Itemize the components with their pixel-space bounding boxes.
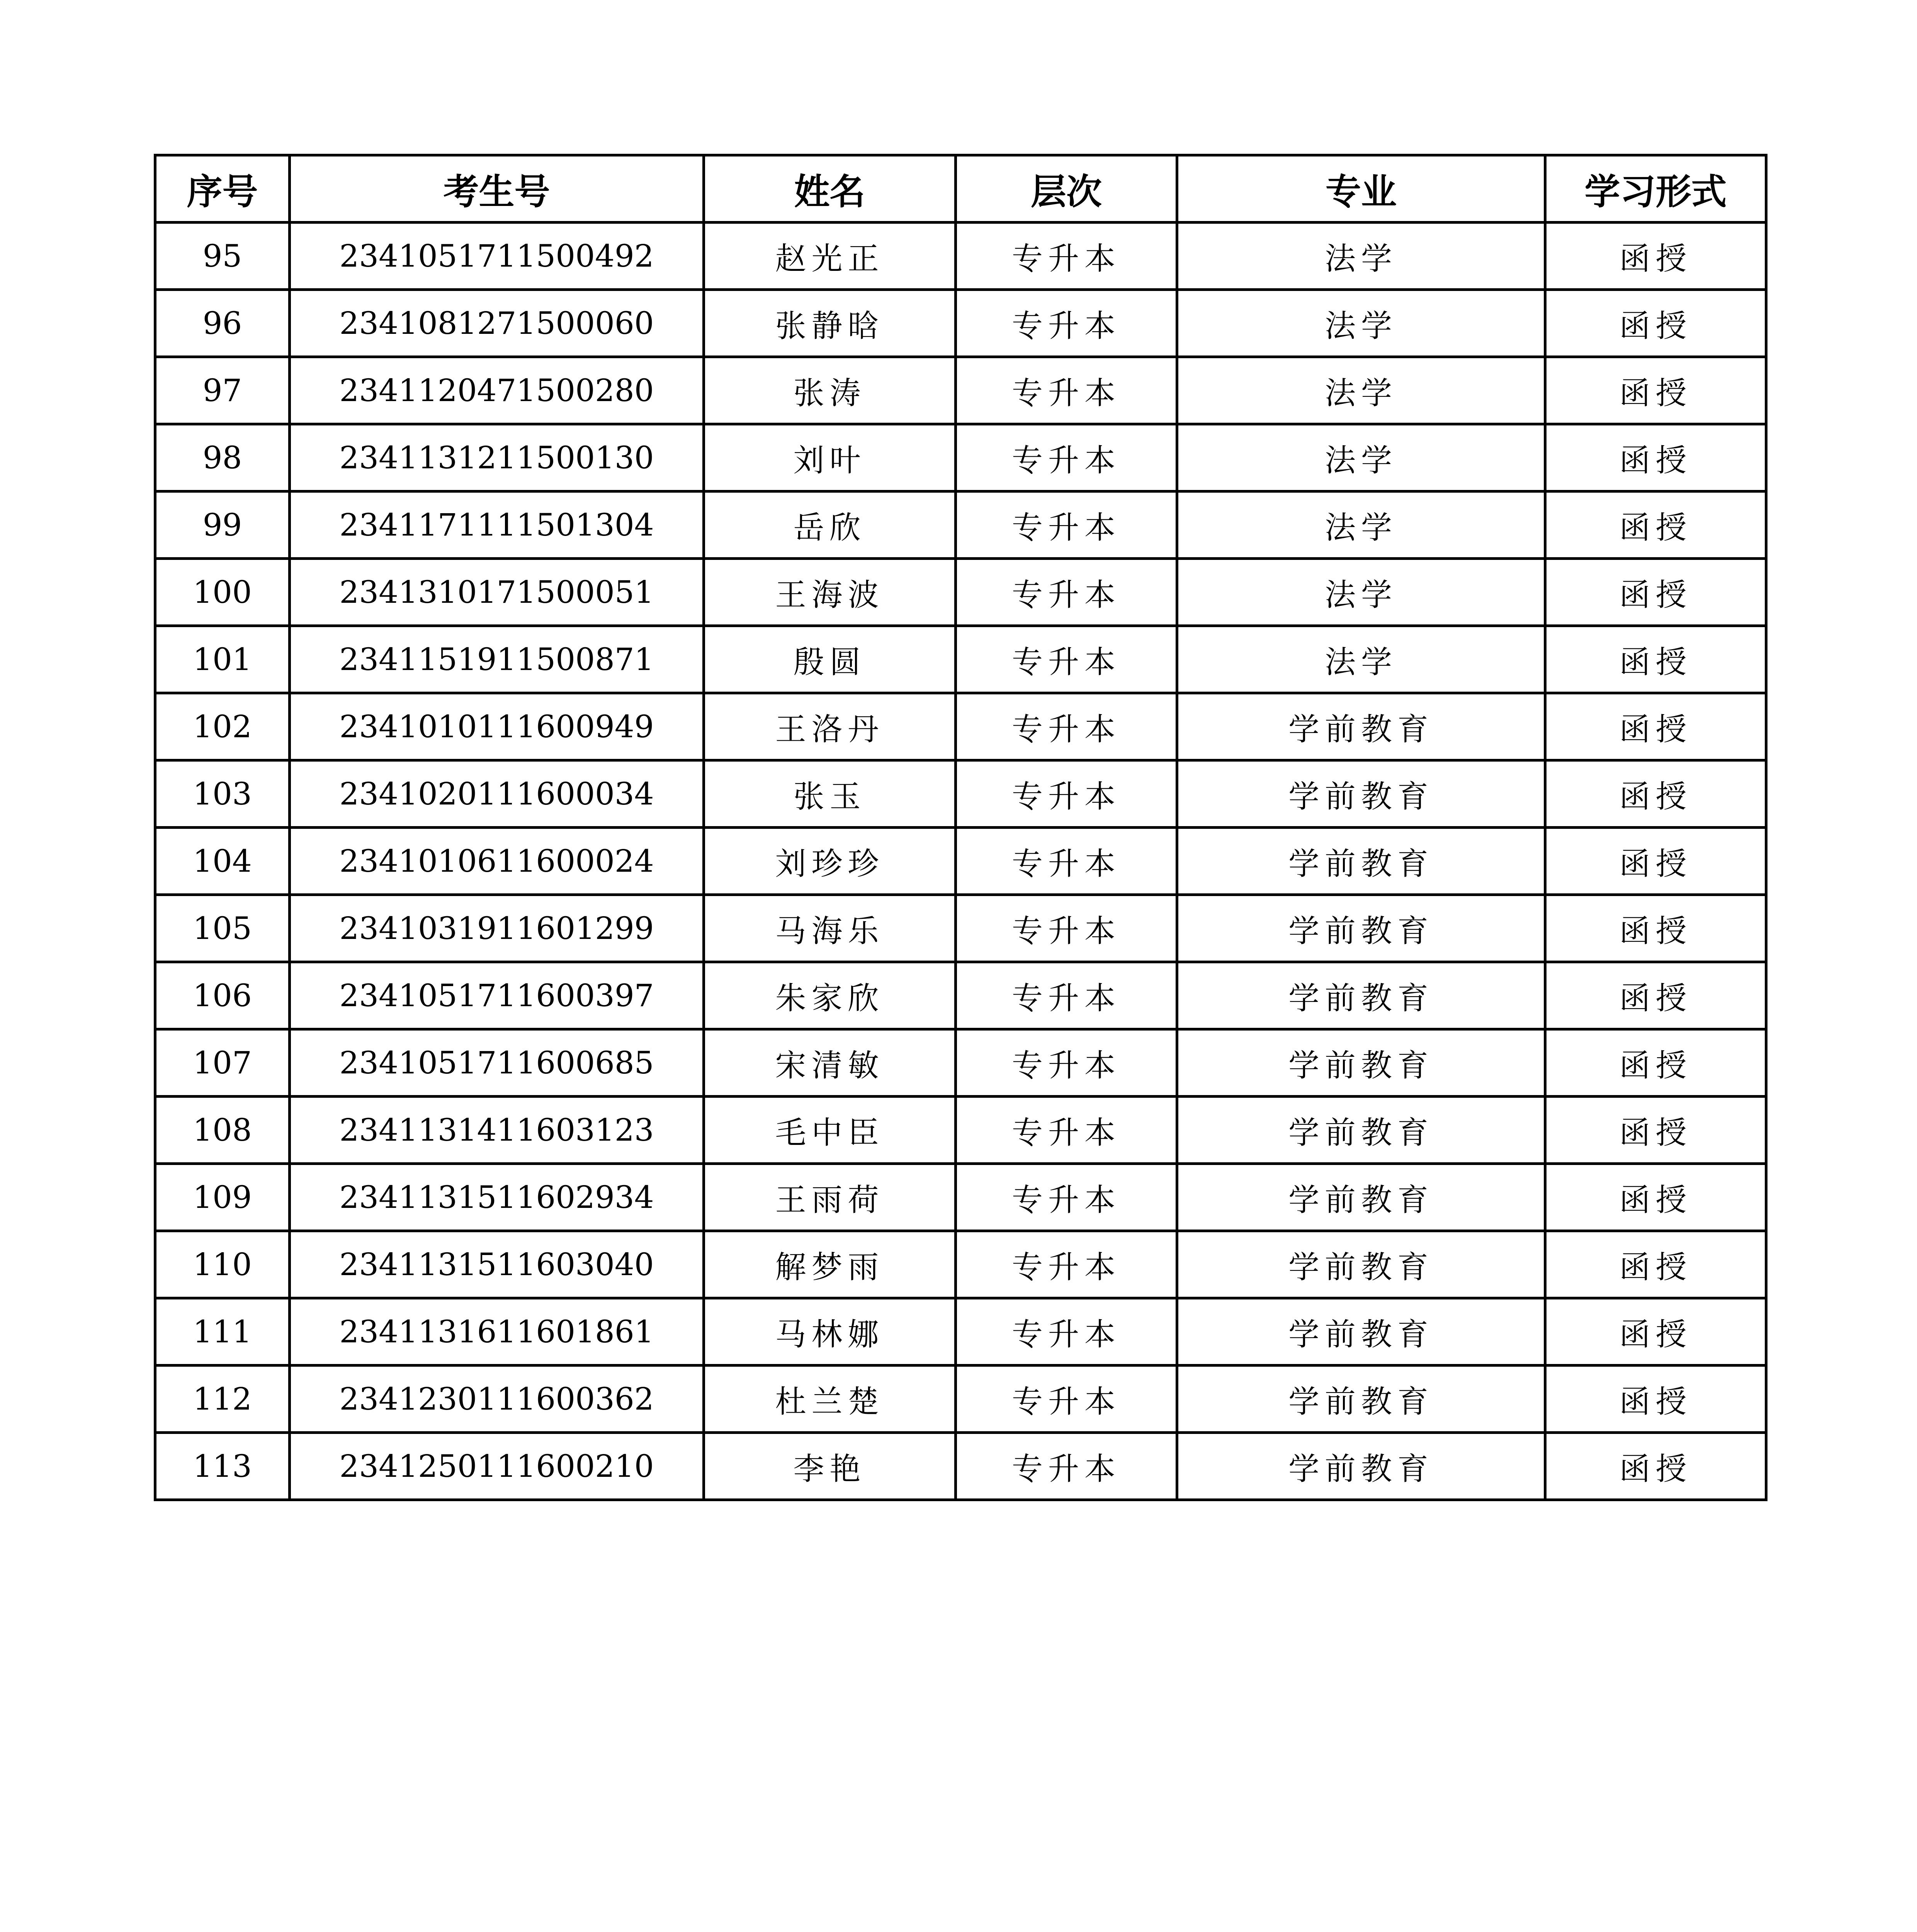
name-cell: 宋清敏 bbox=[704, 1029, 956, 1097]
major-cell: 法学 bbox=[1177, 492, 1545, 559]
candidate-number-cell: 2341051711600397 bbox=[290, 962, 704, 1029]
study-mode-cell: 函授 bbox=[1545, 492, 1766, 559]
major-cell: 法学 bbox=[1177, 424, 1545, 492]
table-row bbox=[155, 1433, 1766, 1500]
serial-number-cell: 96 bbox=[155, 290, 290, 357]
level-cell: 专升本 bbox=[956, 1029, 1177, 1097]
candidate-number-cell: 2341151911500871 bbox=[290, 626, 704, 693]
major-cell: 法学 bbox=[1177, 626, 1545, 693]
candidate-number-cell: 2341010111600949 bbox=[290, 693, 704, 760]
major-cell: 学前教育 bbox=[1177, 760, 1545, 828]
level-cell: 专升本 bbox=[956, 424, 1177, 492]
table-row bbox=[155, 290, 1766, 357]
study-mode-cell: 函授 bbox=[1545, 223, 1766, 290]
table-row bbox=[155, 223, 1766, 290]
header-candidate-number: 考生号 bbox=[290, 155, 704, 223]
candidate-number-cell: 2341131611601861 bbox=[290, 1298, 704, 1366]
study-mode-cell: 函授 bbox=[1545, 290, 1766, 357]
study-mode-cell: 函授 bbox=[1545, 828, 1766, 895]
name-cell: 刘珍珍 bbox=[704, 828, 956, 895]
study-mode-cell: 函授 bbox=[1545, 895, 1766, 962]
study-mode-cell: 函授 bbox=[1545, 424, 1766, 492]
serial-number-cell: 101 bbox=[155, 626, 290, 693]
serial-number-cell: 112 bbox=[155, 1366, 290, 1433]
table-row bbox=[155, 626, 1766, 693]
table-row bbox=[155, 895, 1766, 962]
serial-number-cell: 103 bbox=[155, 760, 290, 828]
level-cell: 专升本 bbox=[956, 760, 1177, 828]
level-cell: 专升本 bbox=[956, 1231, 1177, 1298]
level-cell: 专升本 bbox=[956, 895, 1177, 962]
table-row bbox=[155, 1231, 1766, 1298]
candidate-number-cell: 2341020111600034 bbox=[290, 760, 704, 828]
level-cell: 专升本 bbox=[956, 357, 1177, 424]
table-row bbox=[155, 828, 1766, 895]
study-mode-cell: 函授 bbox=[1545, 760, 1766, 828]
study-mode-cell: 函授 bbox=[1545, 1029, 1766, 1097]
serial-number-cell: 95 bbox=[155, 223, 290, 290]
serial-number-cell: 113 bbox=[155, 1433, 290, 1500]
header-serial-number: 序号 bbox=[155, 155, 290, 223]
name-cell: 王雨荷 bbox=[704, 1164, 956, 1231]
name-cell: 张静晗 bbox=[704, 290, 956, 357]
table-row bbox=[155, 492, 1766, 559]
level-cell: 专升本 bbox=[956, 1433, 1177, 1500]
level-cell: 专升本 bbox=[956, 1097, 1177, 1164]
candidate-number-cell: 2341310171500051 bbox=[290, 559, 704, 626]
name-cell: 殷圆 bbox=[704, 626, 956, 693]
serial-number-cell: 97 bbox=[155, 357, 290, 424]
major-cell: 学前教育 bbox=[1177, 1433, 1545, 1500]
table-row bbox=[155, 760, 1766, 828]
level-cell: 专升本 bbox=[956, 290, 1177, 357]
major-cell: 学前教育 bbox=[1177, 1029, 1545, 1097]
candidate-number-cell: 2341051711500492 bbox=[290, 223, 704, 290]
name-cell: 王洛丹 bbox=[704, 693, 956, 760]
name-cell: 马海乐 bbox=[704, 895, 956, 962]
major-cell: 法学 bbox=[1177, 290, 1545, 357]
level-cell: 专升本 bbox=[956, 1298, 1177, 1366]
table-row bbox=[155, 1366, 1766, 1433]
name-cell: 李艳 bbox=[704, 1433, 956, 1500]
candidate-number-cell: 2341171111501304 bbox=[290, 492, 704, 559]
name-cell: 毛中臣 bbox=[704, 1097, 956, 1164]
study-mode-cell: 函授 bbox=[1545, 1433, 1766, 1500]
table-row bbox=[155, 693, 1766, 760]
table-row bbox=[155, 1029, 1766, 1097]
study-mode-cell: 函授 bbox=[1545, 357, 1766, 424]
serial-number-cell: 104 bbox=[155, 828, 290, 895]
candidate-number-cell: 2341131511603040 bbox=[290, 1231, 704, 1298]
study-mode-cell: 函授 bbox=[1545, 626, 1766, 693]
serial-number-cell: 110 bbox=[155, 1231, 290, 1298]
table-row bbox=[155, 1298, 1766, 1366]
serial-number-cell: 102 bbox=[155, 693, 290, 760]
level-cell: 专升本 bbox=[956, 492, 1177, 559]
study-mode-cell: 函授 bbox=[1545, 693, 1766, 760]
level-cell: 专升本 bbox=[956, 223, 1177, 290]
serial-number-cell: 106 bbox=[155, 962, 290, 1029]
name-cell: 赵光正 bbox=[704, 223, 956, 290]
serial-number-cell: 99 bbox=[155, 492, 290, 559]
serial-number-cell: 109 bbox=[155, 1164, 290, 1231]
name-cell: 张玉 bbox=[704, 760, 956, 828]
study-mode-cell: 函授 bbox=[1545, 1097, 1766, 1164]
major-cell: 学前教育 bbox=[1177, 693, 1545, 760]
candidate-number-cell: 2341131511602934 bbox=[290, 1164, 704, 1231]
table-row bbox=[155, 1164, 1766, 1231]
major-cell: 法学 bbox=[1177, 357, 1545, 424]
major-cell: 法学 bbox=[1177, 223, 1545, 290]
table-row bbox=[155, 357, 1766, 424]
study-mode-cell: 函授 bbox=[1545, 1164, 1766, 1231]
serial-number-cell: 108 bbox=[155, 1097, 290, 1164]
serial-number-cell: 100 bbox=[155, 559, 290, 626]
level-cell: 专升本 bbox=[956, 1164, 1177, 1231]
major-cell: 法学 bbox=[1177, 559, 1545, 626]
serial-number-cell: 107 bbox=[155, 1029, 290, 1097]
name-cell: 杜兰楚 bbox=[704, 1366, 956, 1433]
name-cell: 朱家欣 bbox=[704, 962, 956, 1029]
serial-number-cell: 105 bbox=[155, 895, 290, 962]
name-cell: 解梦雨 bbox=[704, 1231, 956, 1298]
candidate-number-cell: 2341120471500280 bbox=[290, 357, 704, 424]
level-cell: 专升本 bbox=[956, 693, 1177, 760]
level-cell: 专升本 bbox=[956, 626, 1177, 693]
major-cell: 学前教育 bbox=[1177, 962, 1545, 1029]
table-row bbox=[155, 1097, 1766, 1164]
candidate-number-cell: 2341081271500060 bbox=[290, 290, 704, 357]
header-major: 专业 bbox=[1177, 155, 1545, 223]
major-cell: 学前教育 bbox=[1177, 1097, 1545, 1164]
candidate-number-cell: 2341131211500130 bbox=[290, 424, 704, 492]
name-cell: 刘叶 bbox=[704, 424, 956, 492]
name-cell: 张涛 bbox=[704, 357, 956, 424]
level-cell: 专升本 bbox=[956, 962, 1177, 1029]
level-cell: 专升本 bbox=[956, 559, 1177, 626]
table-row bbox=[155, 424, 1766, 492]
major-cell: 学前教育 bbox=[1177, 1366, 1545, 1433]
level-cell: 专升本 bbox=[956, 1366, 1177, 1433]
major-cell: 学前教育 bbox=[1177, 1164, 1545, 1231]
name-cell: 马林娜 bbox=[704, 1298, 956, 1366]
header-study-mode: 学习形式 bbox=[1545, 155, 1766, 223]
major-cell: 学前教育 bbox=[1177, 828, 1545, 895]
table-body bbox=[155, 223, 1766, 1500]
level-cell: 专升本 bbox=[956, 828, 1177, 895]
study-mode-cell: 函授 bbox=[1545, 1366, 1766, 1433]
candidate-number-cell: 2341250111600210 bbox=[290, 1433, 704, 1500]
study-mode-cell: 函授 bbox=[1545, 1231, 1766, 1298]
table-row bbox=[155, 962, 1766, 1029]
serial-number-cell: 98 bbox=[155, 424, 290, 492]
study-mode-cell: 函授 bbox=[1545, 962, 1766, 1029]
study-mode-cell: 函授 bbox=[1545, 1298, 1766, 1366]
candidate-number-cell: 2341010611600024 bbox=[290, 828, 704, 895]
candidate-number-cell: 2341051711600685 bbox=[290, 1029, 704, 1097]
major-cell: 学前教育 bbox=[1177, 1231, 1545, 1298]
header-name: 姓名 bbox=[704, 155, 956, 223]
name-cell: 岳欣 bbox=[704, 492, 956, 559]
table-header-row bbox=[155, 155, 1766, 223]
study-mode-cell: 函授 bbox=[1545, 559, 1766, 626]
major-cell: 学前教育 bbox=[1177, 895, 1545, 962]
table-row bbox=[155, 559, 1766, 626]
major-cell: 学前教育 bbox=[1177, 1298, 1545, 1366]
serial-number-cell: 111 bbox=[155, 1298, 290, 1366]
header-level: 层次 bbox=[956, 155, 1177, 223]
name-cell: 王海波 bbox=[704, 559, 956, 626]
candidate-number-cell: 2341230111600362 bbox=[290, 1366, 704, 1433]
candidate-number-cell: 2341131411603123 bbox=[290, 1097, 704, 1164]
student-roster-table bbox=[154, 154, 1767, 1501]
candidate-number-cell: 2341031911601299 bbox=[290, 895, 704, 962]
